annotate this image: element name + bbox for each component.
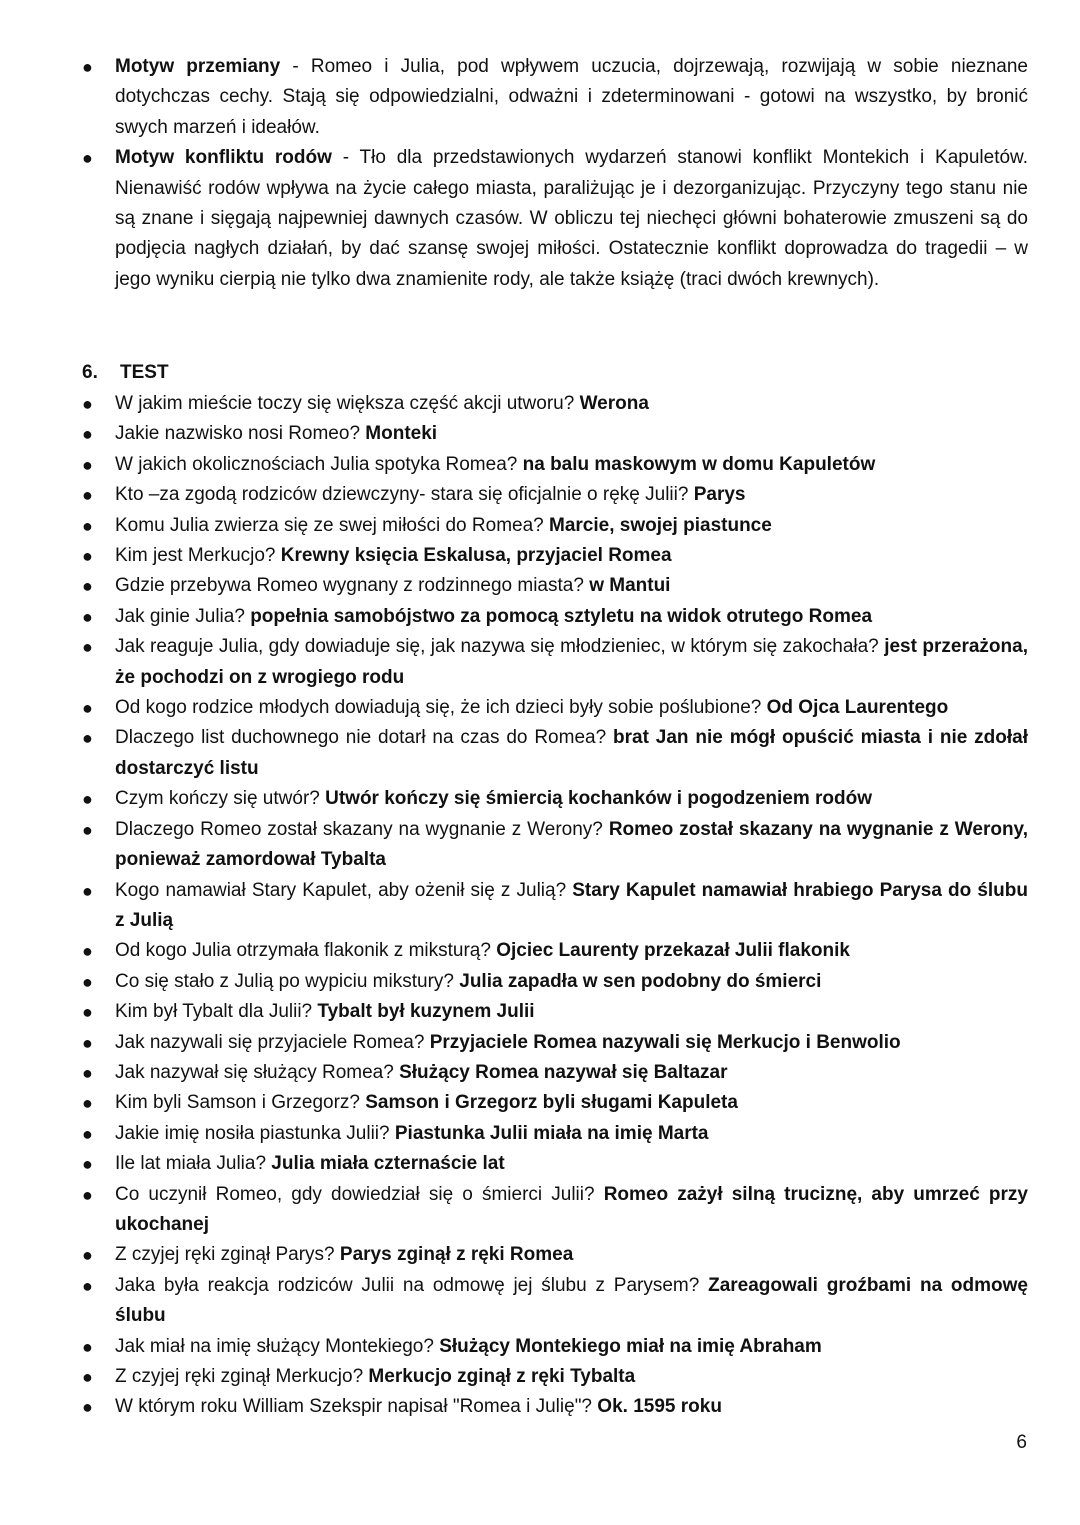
list-item bbox=[0, 1058, 1080, 1088]
motif-text: - Romeo i Julia, pod wpływem uczucia, dojrzewają, rozwijają w sobie nieznane dotychczas cechy. Stają się odpowiedzialni, odważni i zdeterminowani - gotowi na wszystko, by bronić swych marzeń i ideałów. bbox=[115, 56, 1028, 138]
bullet-icon: ● bbox=[82, 454, 93, 475]
bullet-icon: ● bbox=[82, 485, 93, 506]
question-text: Ile lat miała Julia? bbox=[115, 1153, 272, 1175]
bullet-icon: ● bbox=[82, 819, 93, 840]
question-text: W jakich okolicznościach Julia spotyka Romea? bbox=[115, 453, 523, 475]
bullet-icon: ● bbox=[82, 394, 93, 414]
list-item bbox=[0, 876, 1080, 937]
list-item bbox=[0, 632, 1080, 693]
answer-text: Werona bbox=[579, 393, 649, 414]
bullet-icon: ● bbox=[82, 1275, 93, 1296]
answer-text: Stary Kapulet namawiał hrabiego Parysa do ślubu z Julią bbox=[115, 879, 1028, 931]
bullet-icon: ● bbox=[82, 1032, 93, 1053]
question-text: Od kogo Julia otrzymała flakonik z miksturą? bbox=[115, 940, 497, 962]
section-title: TEST bbox=[120, 362, 169, 383]
question-text: W którym roku William Szekspir napisał "Romea i Julię"? bbox=[115, 1396, 598, 1418]
bullet-icon: ● bbox=[82, 1245, 93, 1266]
bullet-icon: ● bbox=[82, 728, 93, 749]
answer-text: Piastunka Julii miała na imię Marta bbox=[394, 1122, 709, 1144]
section-number: 6. bbox=[82, 362, 98, 383]
list-item bbox=[0, 1149, 1080, 1179]
question-text: Gdzie przebywa Romeo wygnany z rodzinnego miasta? bbox=[115, 575, 590, 597]
bullet-icon: ● bbox=[82, 1367, 93, 1387]
answer-text: Służący Montekiego miał na imię Abraham bbox=[439, 1335, 822, 1357]
bullet-icon: ● bbox=[82, 1002, 93, 1023]
list-item bbox=[0, 1332, 1080, 1362]
test-list bbox=[0, 389, 1080, 1423]
list-item bbox=[0, 723, 1080, 784]
section-heading bbox=[82, 358, 169, 388]
list-item bbox=[0, 784, 1080, 814]
question-text: Jak nazywał się służący Romea? bbox=[115, 1061, 400, 1083]
list-item bbox=[0, 571, 1080, 601]
bullet-icon: ● bbox=[82, 1062, 93, 1083]
answer-text: na balu maskowym w domu Kapuletów bbox=[522, 453, 876, 475]
answer-text: Samson i Grzegorz byli sługami Kapuleta bbox=[365, 1092, 738, 1114]
question-text: W jakim mieście toczy się większa część akcji utworu? bbox=[115, 393, 580, 414]
bullet-icon: ● bbox=[82, 606, 93, 627]
question-text: Jakie nazwisko nosi Romeo? bbox=[115, 423, 366, 445]
list-item bbox=[0, 52, 1080, 143]
list-item bbox=[0, 997, 1080, 1027]
bullet-icon: ● bbox=[82, 1336, 93, 1357]
question-text: Kogo namawiał Stary Kapulet, aby ożenił się z Julią? bbox=[115, 879, 573, 901]
answer-text: Krewny księcia Eskalusa, przyjaciel Romea bbox=[280, 545, 672, 567]
answer-text: Tybalt był kuzynem Julii bbox=[317, 1001, 535, 1023]
list-item bbox=[0, 1028, 1080, 1058]
bullet-icon: ● bbox=[82, 971, 93, 992]
list-item bbox=[0, 1088, 1080, 1118]
list-item bbox=[0, 1362, 1080, 1392]
bullet-icon: ● bbox=[82, 880, 93, 901]
bullet-icon: ● bbox=[82, 424, 93, 445]
list-item bbox=[0, 967, 1080, 997]
question-text: Jak nazywali się przyjaciele Romea? bbox=[115, 1031, 430, 1053]
bullet-icon: ● bbox=[82, 698, 93, 719]
question-text: Z czyjej ręki zginął Parys? bbox=[115, 1244, 340, 1266]
answer-text: Służący Romea nazywał się Baltazar bbox=[399, 1061, 728, 1083]
answer-text: Od Ojca Laurentego bbox=[766, 697, 949, 719]
bullet-icon: ● bbox=[82, 637, 93, 658]
answer-text: Romeo zażył silną truciznę, aby umrzeć przy ukochanej bbox=[115, 1183, 1028, 1235]
list-item bbox=[0, 936, 1080, 966]
bullet-icon: ● bbox=[82, 576, 93, 597]
bullet-icon: ● bbox=[82, 1154, 93, 1175]
question-text: Kim byli Samson i Grzegorz? bbox=[115, 1092, 366, 1114]
list-item bbox=[0, 143, 1080, 295]
list-item bbox=[0, 1240, 1080, 1270]
bullet-icon: ● bbox=[82, 515, 93, 536]
answer-text: w Mantui bbox=[589, 575, 671, 597]
answer-text: Parys zginął z ręki Romea bbox=[339, 1244, 574, 1266]
question-text: Jaka była reakcja rodziców Julii na odmowę jej ślubu z Parysem? bbox=[115, 1274, 709, 1296]
question-text: Co uczynił Romeo, gdy dowiedział się o śmierci Julii? bbox=[115, 1183, 604, 1205]
answer-text: Merkucjo zginął z ręki Tybalta bbox=[368, 1366, 636, 1387]
list-item bbox=[0, 815, 1080, 876]
question-text: Jak miał na imię służący Montekiego? bbox=[115, 1335, 440, 1357]
list-item bbox=[0, 419, 1080, 449]
page-number: 6 bbox=[1016, 1432, 1027, 1453]
list-item bbox=[0, 389, 1080, 419]
bullet-icon: ● bbox=[82, 941, 93, 962]
answer-text: Monteki bbox=[365, 423, 438, 445]
question-text: Kim był Tybalt dla Julii? bbox=[115, 1001, 318, 1023]
answer-text: Romeo został skazany na wygnanie z Werony, ponieważ zamordował Tybalta bbox=[115, 818, 1028, 871]
list-item bbox=[0, 480, 1080, 510]
answer-text: jest przerażona, że pochodzi on z wrogiego rodu bbox=[115, 636, 1028, 688]
list-item bbox=[0, 511, 1080, 541]
question-text: Jakie imię nosiła piastunka Julii? bbox=[115, 1122, 395, 1144]
bullet-icon: ● bbox=[82, 148, 93, 169]
question-text: Kto –za zgodą rodziców dziewczyny- stara się oficjalnie o rękę Julii? bbox=[115, 484, 694, 506]
bullet-icon: ● bbox=[82, 789, 93, 810]
bullet-icon: ● bbox=[82, 57, 93, 77]
answer-text: Parys bbox=[693, 484, 746, 506]
answer-text: popełnia samobójstwo za pomocą sztyletu na widok otrutego Romea bbox=[250, 605, 873, 627]
question-text: Jak reaguje Julia, gdy dowiaduje się, jak nazywa się młodzieniec, w którym się zakochała? bbox=[115, 636, 885, 658]
answer-text: Przyjaciele Romea nazywali się Merkucjo i Benwolio bbox=[429, 1031, 901, 1053]
answer-text: Utwór kończy się śmiercią kochanków i pogodzeniem rodów bbox=[325, 788, 873, 810]
list-item bbox=[0, 1180, 1080, 1241]
motifs-list bbox=[0, 52, 1080, 295]
question-text: Co się stało z Julią po wypiciu mikstury? bbox=[115, 970, 460, 992]
answer-text: Julia zapadła w sen podobny do śmierci bbox=[459, 970, 822, 992]
answer-text: Ok. 1595 roku bbox=[597, 1396, 722, 1418]
question-text: Z czyjej ręki zginął Merkucjo? bbox=[115, 1366, 369, 1387]
list-item bbox=[0, 693, 1080, 723]
list-item bbox=[0, 450, 1080, 480]
bullet-icon: ● bbox=[82, 1093, 93, 1114]
answer-text: brat Jan nie mógł opuścić miasta i nie zdołał dostarczyć listu bbox=[115, 727, 1029, 779]
list-item bbox=[0, 1392, 1080, 1422]
motif-term: Motyw przemiany bbox=[115, 56, 281, 77]
question-text: Dlaczego list duchownego nie dotarł na czas do Romea? bbox=[115, 727, 614, 749]
list-item bbox=[0, 541, 1080, 571]
question-text: Czym kończy się utwór? bbox=[115, 788, 326, 810]
list-item bbox=[0, 1271, 1080, 1332]
motif-term: Motyw konfliktu rodów bbox=[115, 147, 332, 169]
question-text: Komu Julia zwierza się ze swej miłości do Romea? bbox=[115, 514, 549, 536]
list-item bbox=[0, 602, 1080, 632]
answer-text: Marcie, swojej piastunce bbox=[549, 514, 772, 536]
question-text: Jak ginie Julia? bbox=[115, 605, 251, 627]
bullet-icon: ● bbox=[82, 1184, 93, 1205]
bullet-icon: ● bbox=[82, 546, 93, 567]
bullet-icon: ● bbox=[82, 1397, 93, 1418]
list-item bbox=[0, 1119, 1080, 1149]
question-text: Dlaczego Romeo został skazany na wygnanie z Werony? bbox=[115, 818, 609, 840]
answer-text: Ojciec Laurenty przekazał Julii flakonik bbox=[496, 940, 850, 962]
question-text: Od kogo rodzice młodych dowiadują się, że ich dzieci były sobie poślubione? bbox=[115, 697, 767, 719]
answer-text: Julia miała czternaście lat bbox=[271, 1153, 505, 1175]
answer-text: Zareagowali groźbami na odmowę ślubu bbox=[115, 1274, 1028, 1327]
question-text: Kim jest Merkucjo? bbox=[115, 545, 281, 567]
motif-text: - Tło dla przedstawionych wydarzeń stanowi konflikt Montekich i Kapuletów. Nienawiść rodów wpływa na życie całego miasta, paraliżując je i dezorganizując. Przyczyny tego stanu nie są znane i sięgają najpewniej dawnych czasów. W obliczu tej niechęci główni bohaterowie zmuszeni są do podjęcia nagłych działań, by dać szansę swojej miłości. Ostatecznie konflikt doprowadza do tragedii – w jego wyniku cierpią nie tylko dwa znamienite rody, ale także książę (traci dwóch krewnych). bbox=[115, 147, 1028, 290]
bullet-icon: ● bbox=[82, 1123, 93, 1144]
